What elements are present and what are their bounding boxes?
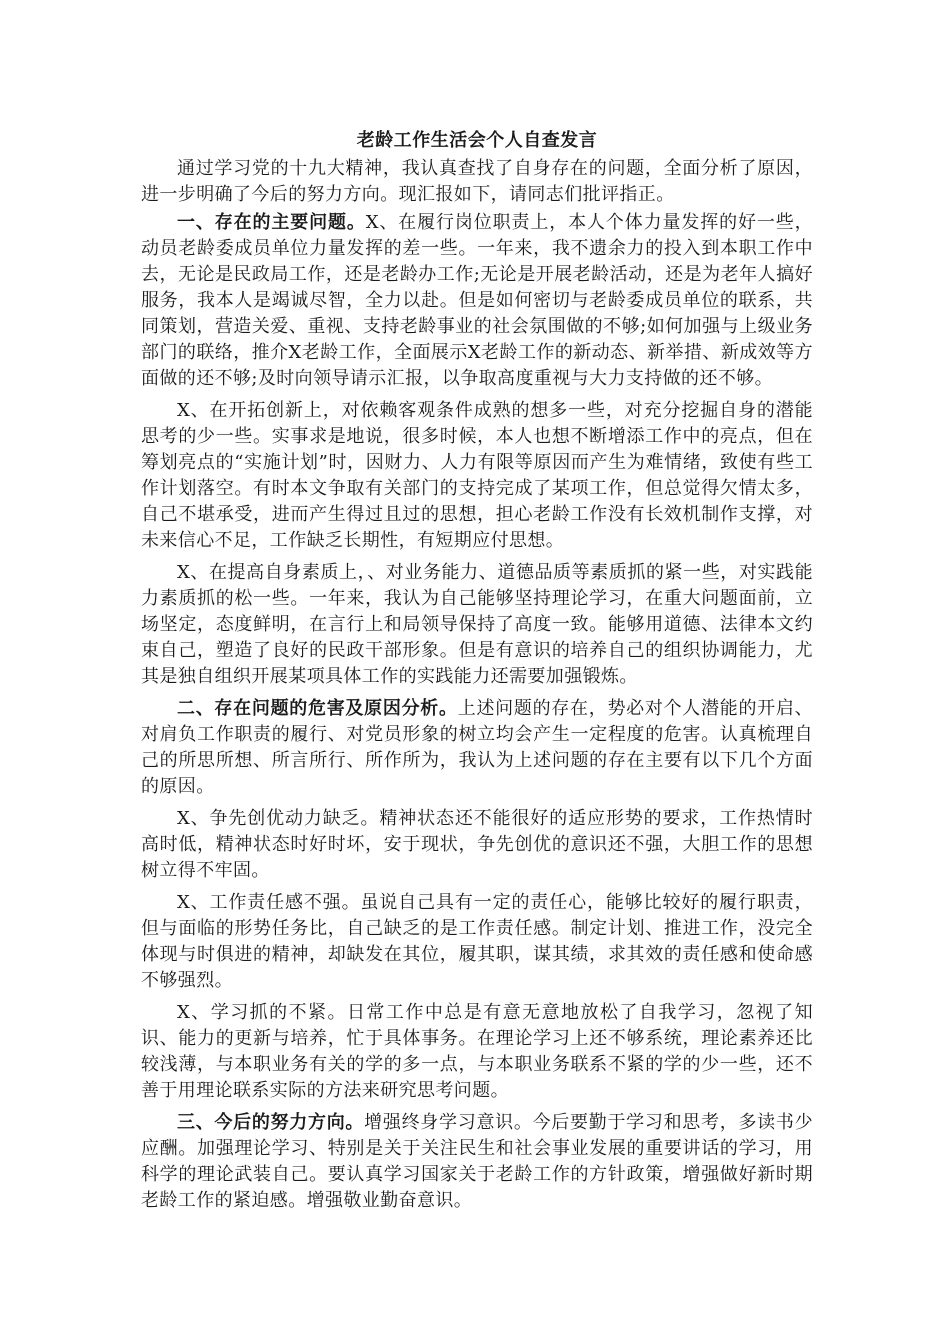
section2-p1: X、争先创优动力缺乏。精神状态还不能很好的适应形势的要求，工作热情时高时低，精神状态时好时坏，安于现状，争先创优的意识还不强，大胆工作的思想树立得不牢固。 [141, 808, 813, 881]
section1-p1-text: X、在履行岗位职责上，本人个体力量发挥的好一些，动员老龄委成员单位力量发挥的差一些。一年来，我不遗余力的投入到本职工作中去，无论是民政局工作，还是老龄办工作;无论是开展老龄活动，还是为老年人搞好服务，我本人是竭诚尽智，全力以赴。但是如何密切与老龄委成员单位的联系，共同策划，营造关爱、重视、支持老龄事业的社会氛围做的不够;如何加强与上级业务部门的联络，推介X老龄工作，全面展示X老龄工作的新动态、新举措、新成效等方面做的还不够;及时向领导请示汇报，以争取高度重视与大力支持做的还不够。 [141, 212, 814, 389]
section2-paragraph [141, 696, 813, 800]
section1-heading: 一、存在的主要问题。 [177, 212, 366, 233]
document-page [141, 128, 813, 1220]
section2-p2: X、工作责任感不强。虽说自己具有一定的责任心，能够比较好的履行职责，但与面临的形势任务比，自己缺乏的是工作责任感。制定计划、推进工作，没完全体现与时俱进的精神，却缺发在其位，履其职，谋其绩，求其效的责任感和使命感不够强烈。 [141, 892, 813, 991]
section1-paragraph [141, 210, 813, 392]
section2-p0-text: 上述问题的存在，势必对个人潜能的开启、对肩负工作职责的履行、对党员形象的树立均会产生一定程度的危害。认真梳理自己的所思所想、所言所行、所作所为，我认为上述问题的存在主要有以下几个方面的原因。 [141, 698, 813, 797]
section2-heading: 二、存在问题的危害及原因分析。 [177, 698, 458, 719]
section1-p3: X、在提高自身素质上，、对业务能力、道德品质等素质抓的紧一些，对实践能力素质抓的松一些。一年来，我认为自己能够坚持理论学习，在重大问题面前，立场坚定，态度鲜明，在言行上和局领导保持了高度一致。能够用道德、法律本文约束自己，塑造了良好的民政干部形象。但是有意识的培养自己的组织协调能力，尤其是独自组织开展某项具体工作的实践能力还需要加强锻炼。 [141, 562, 813, 687]
document-title: 老龄工作生活会个人自查发言 [356, 130, 598, 151]
section3-heading: 三、今后的努力方向。 [177, 1112, 365, 1133]
section3-paragraph [141, 1110, 813, 1214]
intro-paragraph: 通过学习党的十九大精神，我认真查找了自身存在的问题，全面分析了原因，进一步明确了今后的努力方向。现汇报如下，请同志们批评指正。 [141, 158, 813, 205]
section2-p3: X、学习抓的不紧。日常工作中总是有意无意地放松了自我学习，忽视了知识、能力的更新与培养，忙于具体事务。在理论学习上还不够系统，理论素养还比较浅薄，与本职业务有关的学的多一点，与本职业务联系不紧的学的少一些，还不善于用理论联系实际的方法来研究思考问题。 [141, 1002, 813, 1101]
section3-p0-text: 增强终身学习意识。今后要勤于学习和思考，多读书少应酬。加强理论学习、特别是关于关注民生和社会事业发展的重要讲话的学习，用科学的理论武装自己。要认真学习国家关于老龄工作的方针政策，增强做好新时期老龄工作的紧迫感。增强敬业勤奋意识。 [141, 1112, 813, 1211]
section1-p2: X、在开拓创新上，对依赖客观条件成熟的想多一些，对充分挖掘自身的潜能思考的少一些。实事求是地说，很多时候，本人也想不断增添工作中的亮点，但在筹划亮点的“实施计划”时，因财力、人力有限等原因而产生为难情绪，致使有些工作计划落空。有时本文争取有关部门的支持完成了某项工作，但总觉得欠情太多，自己不堪承受，进而产生得过且过的思想，担心老龄工作没有长效机制作支撑，对未来信心不足，工作缺乏长期性，有短期应付思想。 [141, 400, 813, 551]
